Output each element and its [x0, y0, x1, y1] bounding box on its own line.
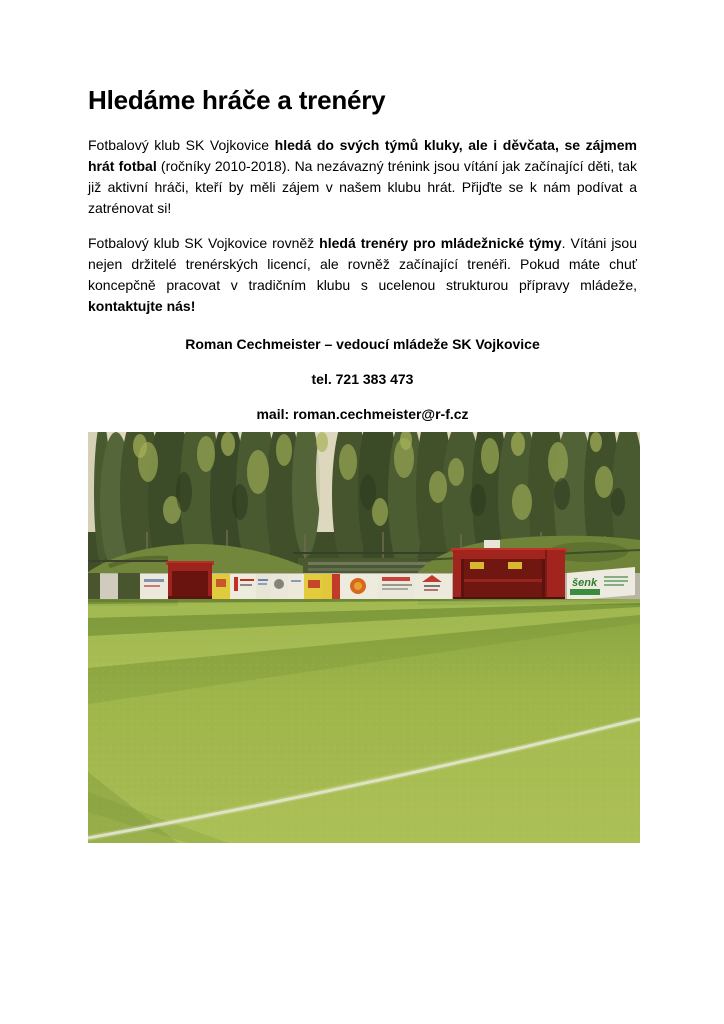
players-rest: (ročníky 2010-2018). Na nezávazný trénink jsou vítání jak začínající děti, tak již aktivní hráči, kteří by měli zájem v našem klubu hrát. Přijďte se k nám podívat a zatrénovat si!: [88, 157, 637, 216]
coaches-lead: Fotbalový klub SK Vojkovice rovněž: [88, 234, 320, 251]
dugout-right: [451, 540, 567, 600]
coaches-bold-end: kontaktujte nás!: [88, 297, 196, 314]
contact-phone: tel. 721 383 473: [311, 370, 414, 387]
contact-name: Roman Cechmeister – vedoucí mládeže SK Vojkovice: [185, 335, 540, 352]
banner-senk-label: šenk: [572, 577, 598, 589]
players-bold: hledá do svých týmů kluky, ale i děvčata, se zájmem hrát fotbal: [88, 136, 637, 174]
page-title: Hledáme hráče a trenéry: [88, 85, 386, 115]
text-block: [88, 86, 637, 425]
pitch: [88, 599, 640, 843]
dugout-left: [166, 561, 214, 599]
players-lead: Fotbalový klub SK Vojkovice: [88, 136, 275, 153]
paragraph-coaches: [88, 233, 637, 317]
field-photo-scene: [88, 432, 640, 843]
field-photo: [88, 432, 640, 843]
paragraph-players: [88, 135, 637, 219]
coaches-mid: . Vítáni jsou nejen držitelé trenérských licencí, ale rovněž začínající trenéři. Pokud máte chuť koncepčně pracovat v tradičním klubu s ucelenou strukturou přípravy mládeže,: [88, 234, 638, 293]
coaches-bold: hledá trenéry pro mládežnické týmy: [319, 234, 562, 251]
contact-email: mail: roman.cechmeister@r-f.cz: [256, 405, 469, 422]
